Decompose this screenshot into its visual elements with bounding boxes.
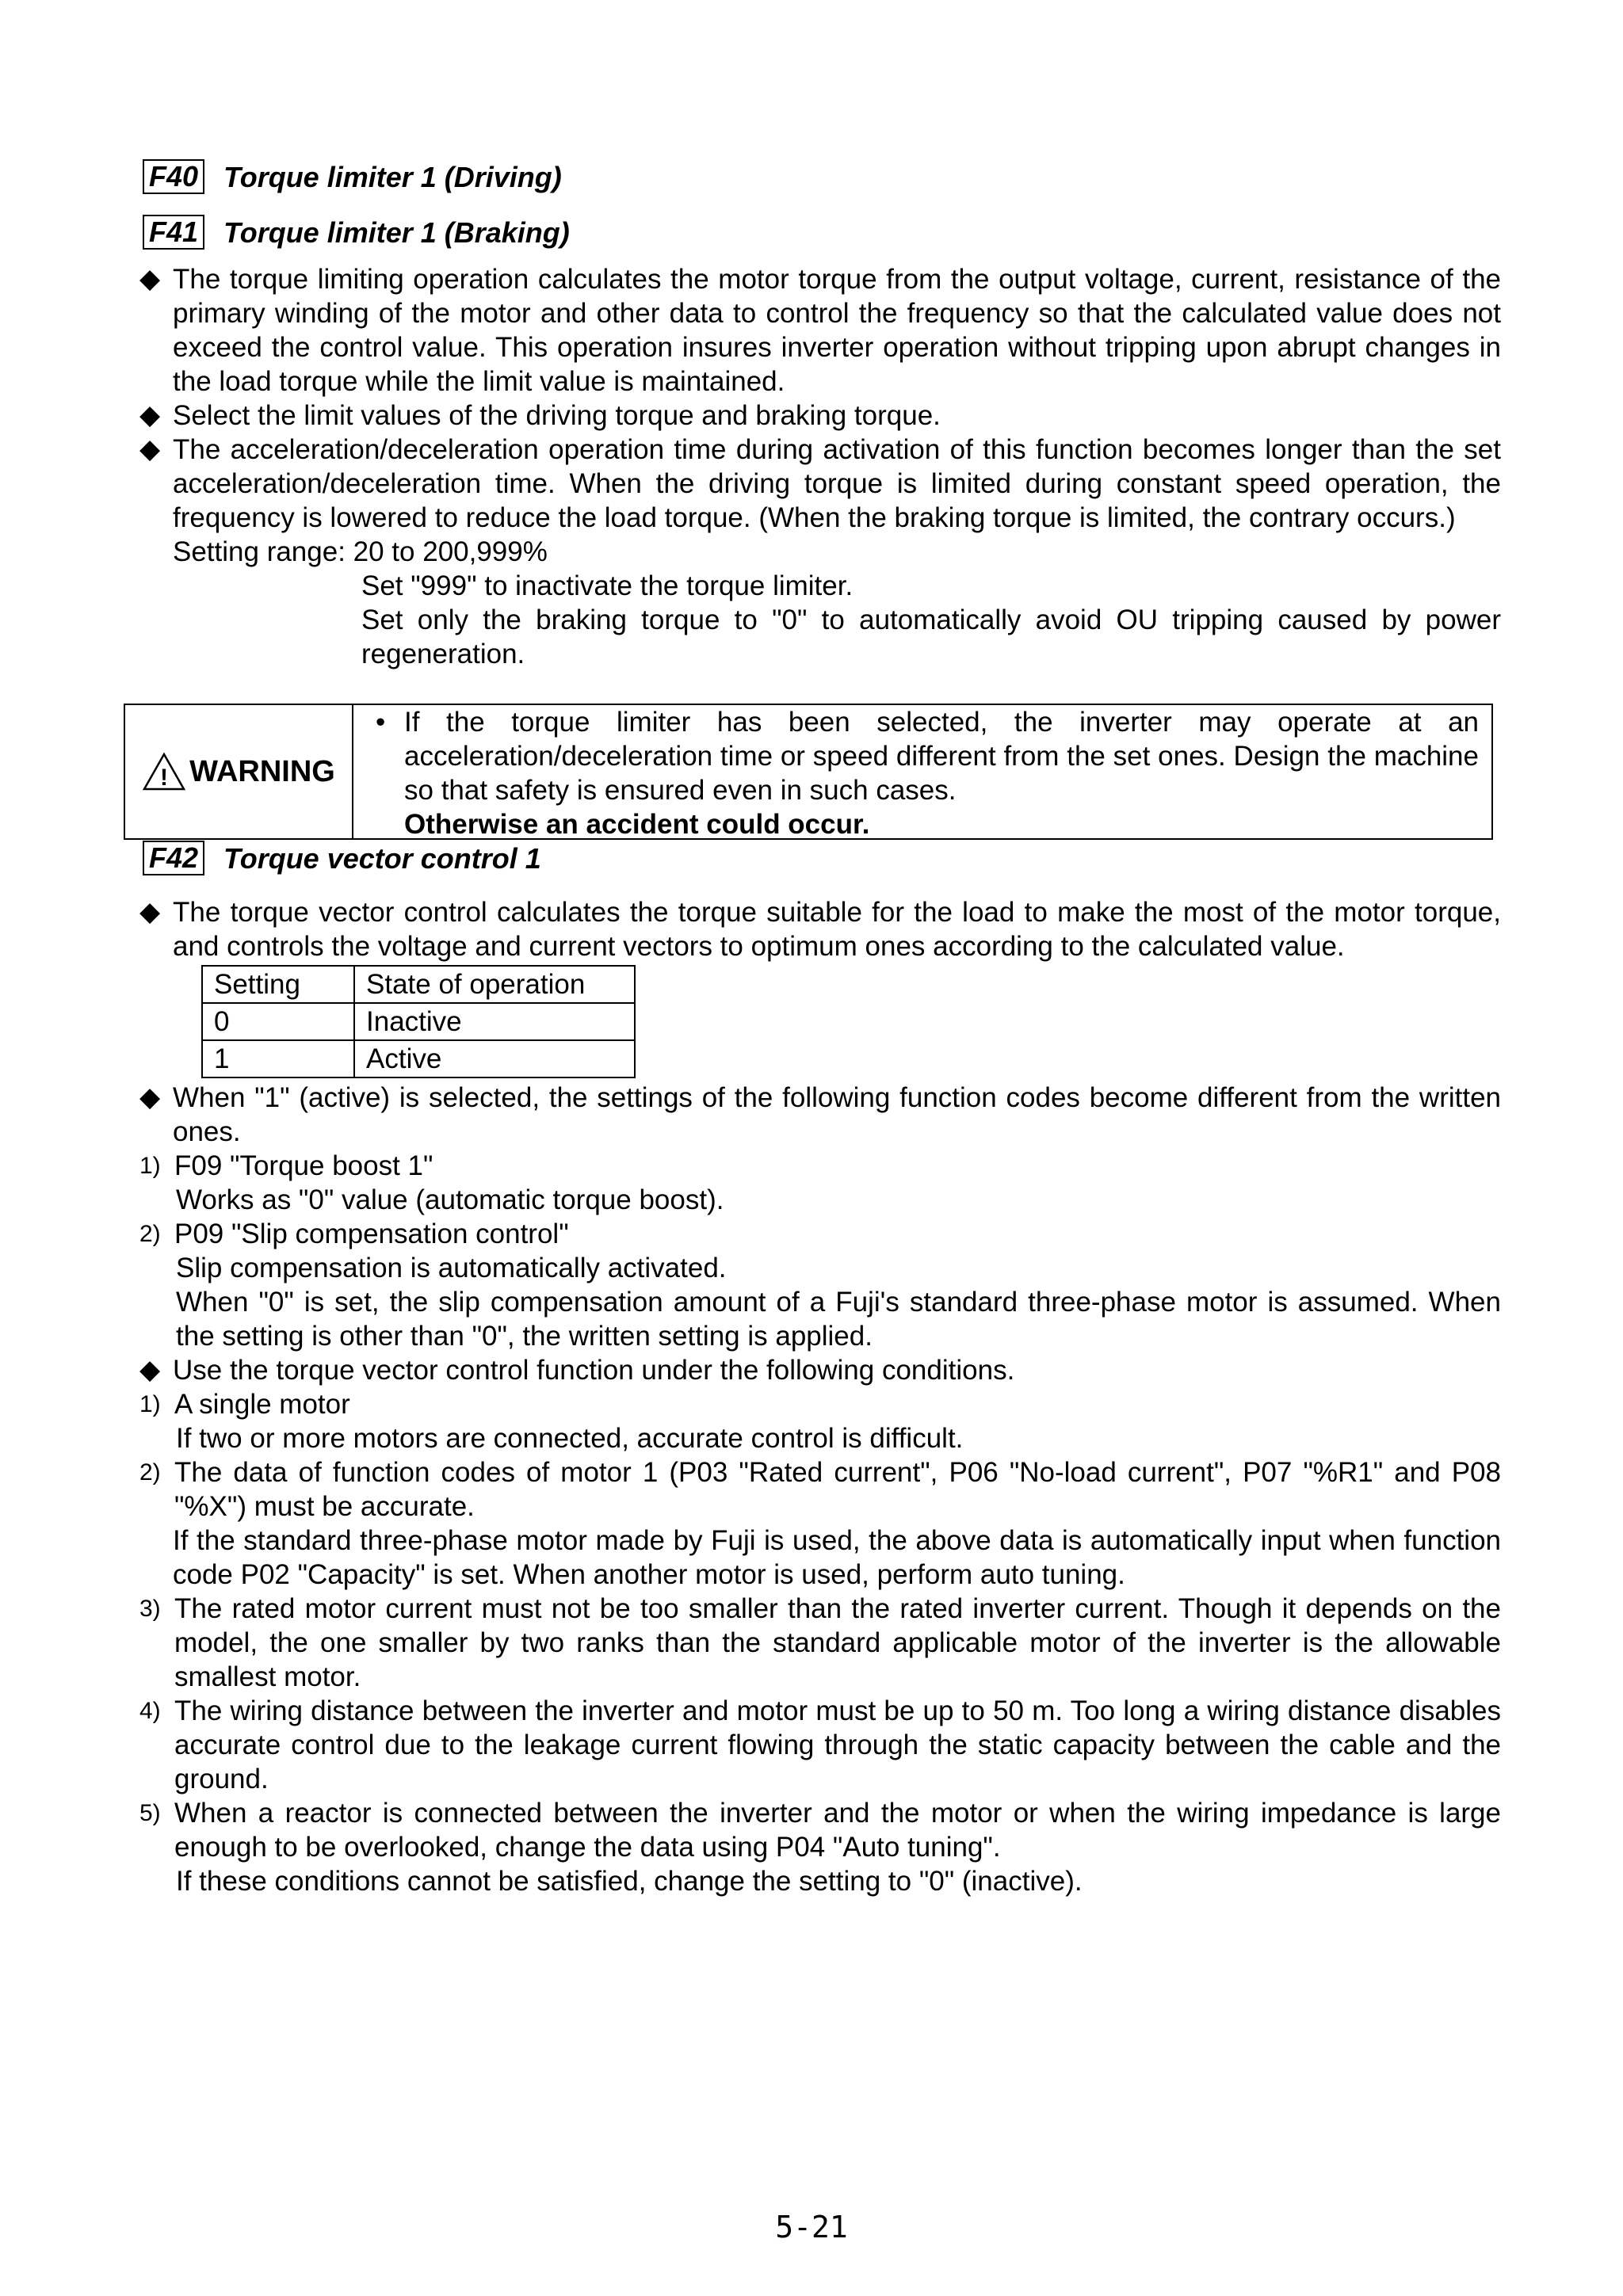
diamond-bullet-icon: ◆ [139,400,161,430]
vector-bullet-2: ◆ When "1" (active) is selected, the settings of the following function codes become different from the written ones. [139,1082,1501,1147]
warning-text: • If the torque limiter has been selected, the inverter may operate at an acceleration/deceleration time or speed different from the set ones. Design the machine so that safety is ensured even in such cases. Otherwise an accident could occur. [376,707,1479,840]
table-row [202,1003,635,1040]
heading-title-f40: Torque limiter 1 (Driving) [223,160,562,193]
warning-triangle-icon [142,752,186,791]
dot-bullet-icon: • [376,707,386,738]
list-item-detail: Works as "0" value (automatic torque boost). [176,1184,724,1215]
limiter-bullet-1: ◆ The torque limiting operation calculates the motor torque from the output voltage, current, resistance of the primary winding of the motor and other data to control the frequency so that the calculated value does not exceed the control value. This operation insures inverter operation without tripping upon abrupt changes in the load torque while the limit value is maintained. [139,264,1501,397]
condition-item: 5) When a reactor is connected between the inverter and the motor or when the wiring impedance is large enough to be overlooked, change the data using P04 "Auto tuning". [139,1798,1501,1863]
setting-range: Setting range: 20 to 200,999% [173,536,548,567]
condition-item: 2) The data of function codes of motor 1 (P03 "Rated current", P06 "No-load current", P07 "%R1" and P08 "%X") must be accurate. [139,1457,1501,1522]
warning-label: WARNING [189,754,335,788]
condition-item: 3) The rated motor current must not be too smaller than the rated inverter current. Though it depends on the model, the one smaller by two ranks than the standard applicable motor of the inverter is the allowable smallest motor. [139,1593,1501,1692]
heading-f40 [143,158,562,195]
condition-detail: If the standard three-phase motor made by Fuji is used, the above data is automatically input when function code P02 "Capacity" is set. When another motor is used, perform auto tuning. [173,1525,1501,1590]
setting-note-zero: Set only the braking torque to "0" to automatically avoid OU tripping caused by power regeneration. [361,605,1501,669]
function-code-f42: F42 [143,841,204,875]
heading-title-f41: Torque limiter 1 (Braking) [223,215,570,249]
setting-note-999: Set "999" to inactivate the torque limiter. [361,570,854,601]
condition-detail: If two or more motors are connected, accurate control is difficult. [176,1423,964,1454]
condition-detail: If these conditions cannot be satisfied, change the setting to "0" (inactive). [176,1866,1083,1897]
condition-item: 4) The wiring distance between the inverter and motor must be up to 50 m. Too long a wiring distance disables accurate control due to the leakage current flowing through the static capacity between the cable and the ground. [139,1695,1501,1794]
table-header-state: State of operation [354,966,635,1003]
list-item-detail: When "0" is set, the slip compensation amount of a Fuji's standard three-phase motor is assumed. When the setting is other than "0", the written setting is applied. [176,1287,1501,1352]
table-cell-state: Inactive [354,1003,635,1040]
list-item: 1) F09 "Torque boost 1" [139,1150,433,1181]
page-number: 5-21 [775,2210,848,2245]
warning-message-cell [353,705,1491,838]
heading-f42 [143,840,541,876]
warning-label-cell [125,705,353,838]
table-cell-setting: 1 [202,1040,354,1077]
heading-title-f42: Torque vector control 1 [223,841,541,875]
torque-limiter-description [139,262,1501,671]
vector-intro [139,895,1501,963]
settings-table [201,965,636,1078]
table-header-row [202,966,635,1003]
table-cell-state: Active [354,1040,635,1077]
table-cell-setting: 0 [202,1003,354,1040]
vector-details [139,1081,1501,1898]
function-code-f41: F41 [143,215,204,250]
diamond-bullet-icon: ◆ [139,897,161,927]
vector-bullet-1: ◆ The torque vector control calculates the torque suitable for the load to make the most of the motor torque, and controls the voltage and current vectors to optimum ones according to the calculated value. [139,897,1501,962]
warning-emphasis: Otherwise an accident could occur. [404,809,870,840]
heading-f41 [143,214,570,250]
warning-box [124,704,1493,840]
limiter-bullet-2: ◆ Select the limit values of the driving torque and braking torque. [139,400,941,431]
svg-text:!: ! [160,765,169,791]
diamond-bullet-icon: ◆ [139,264,161,294]
table-row [202,1040,635,1077]
list-item-detail: Slip compensation is automatically activated. [176,1253,727,1283]
diamond-bullet-icon: ◆ [139,1355,161,1385]
table-header-setting: Setting [202,966,354,1003]
limiter-bullet-3: ◆ The acceleration/deceleration operation time during activation of this function becomes longer than the set acceleration/deceleration time. When the driving torque is limited during constant speed operation, the frequency is lowered to reduce the load torque. (When the braking torque is limited, the contrary occurs.) [139,434,1501,533]
function-code-f40: F40 [143,159,204,194]
diamond-bullet-icon: ◆ [139,434,161,464]
diamond-bullet-icon: ◆ [139,1082,161,1112]
condition-item: 1) A single motor [139,1389,350,1420]
list-item: 2) P09 "Slip compensation control" [139,1219,569,1249]
vector-bullet-3: ◆ Use the torque vector control function under the following conditions. [139,1355,1015,1386]
